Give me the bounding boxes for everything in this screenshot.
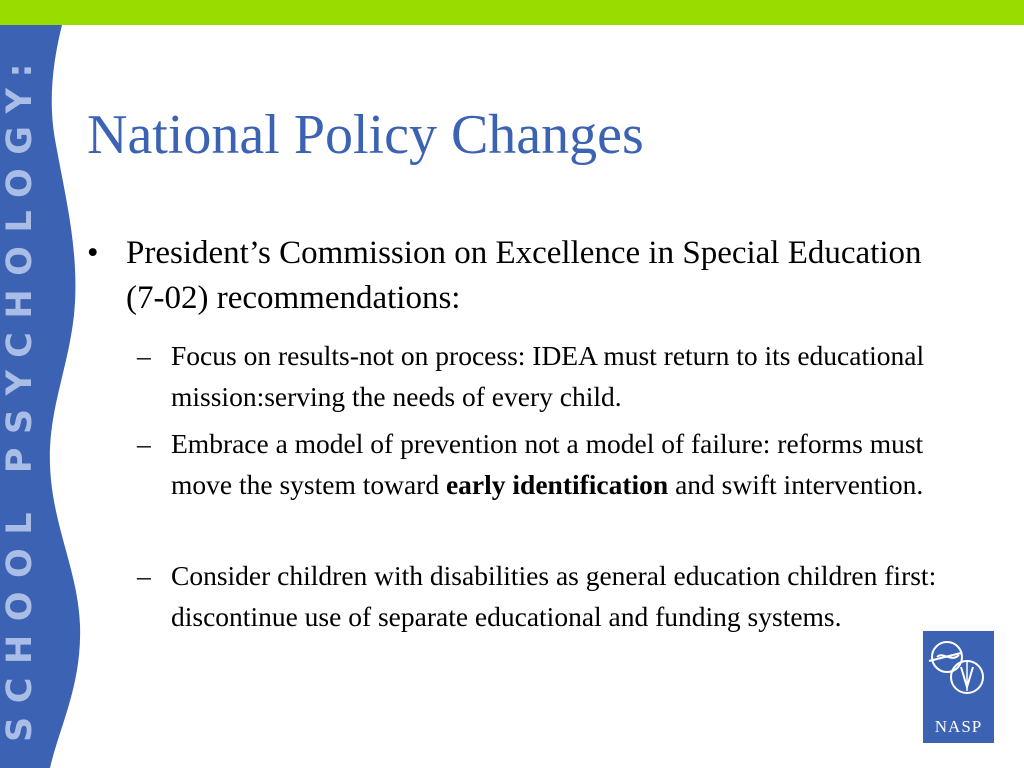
sub-bullet-2-text-before: Embrace a model of prevention not a model of failure: reforms must move the system toward [171,428,924,500]
nasp-emblem-icon [923,631,994,711]
nasp-logo [923,631,994,743]
sub-bullet-2-text-after: and swift intervention. [668,469,924,500]
main-bullet-text: President’s Commission on Excellence in Special Education (7-02) recommendations: [126,235,922,316]
top-accent-bar [0,0,1024,25]
sub-bullet-3-text: Consider children with disabilities as general education children first: discontinue use of separate educational and funding systems. [171,560,937,632]
sub-bullet-dash: – [137,428,151,459]
main-bullet [87,231,927,321]
sub-bullet-1 [137,335,937,417]
sub-bullet-dash: – [137,560,151,591]
bullet-marker: • [87,235,99,271]
sub-bullet-1-text: Focus on results-not on process: IDEA must return to its educational mission:serving the needs of every child. [171,340,925,412]
sub-bullet-2-text [171,423,937,505]
sub-bullet-3 [137,555,937,637]
sub-bullet-dash: – [137,340,151,371]
sidebar-label-text: SCHOOL PSYCHOLOGY: [0,50,40,742]
logo-text: NASP [934,717,983,736]
sub-bullet-2-bold: early identification [445,469,669,500]
sub-bullet-2 [137,423,937,505]
slide-title: National Policy Changes [87,104,644,166]
